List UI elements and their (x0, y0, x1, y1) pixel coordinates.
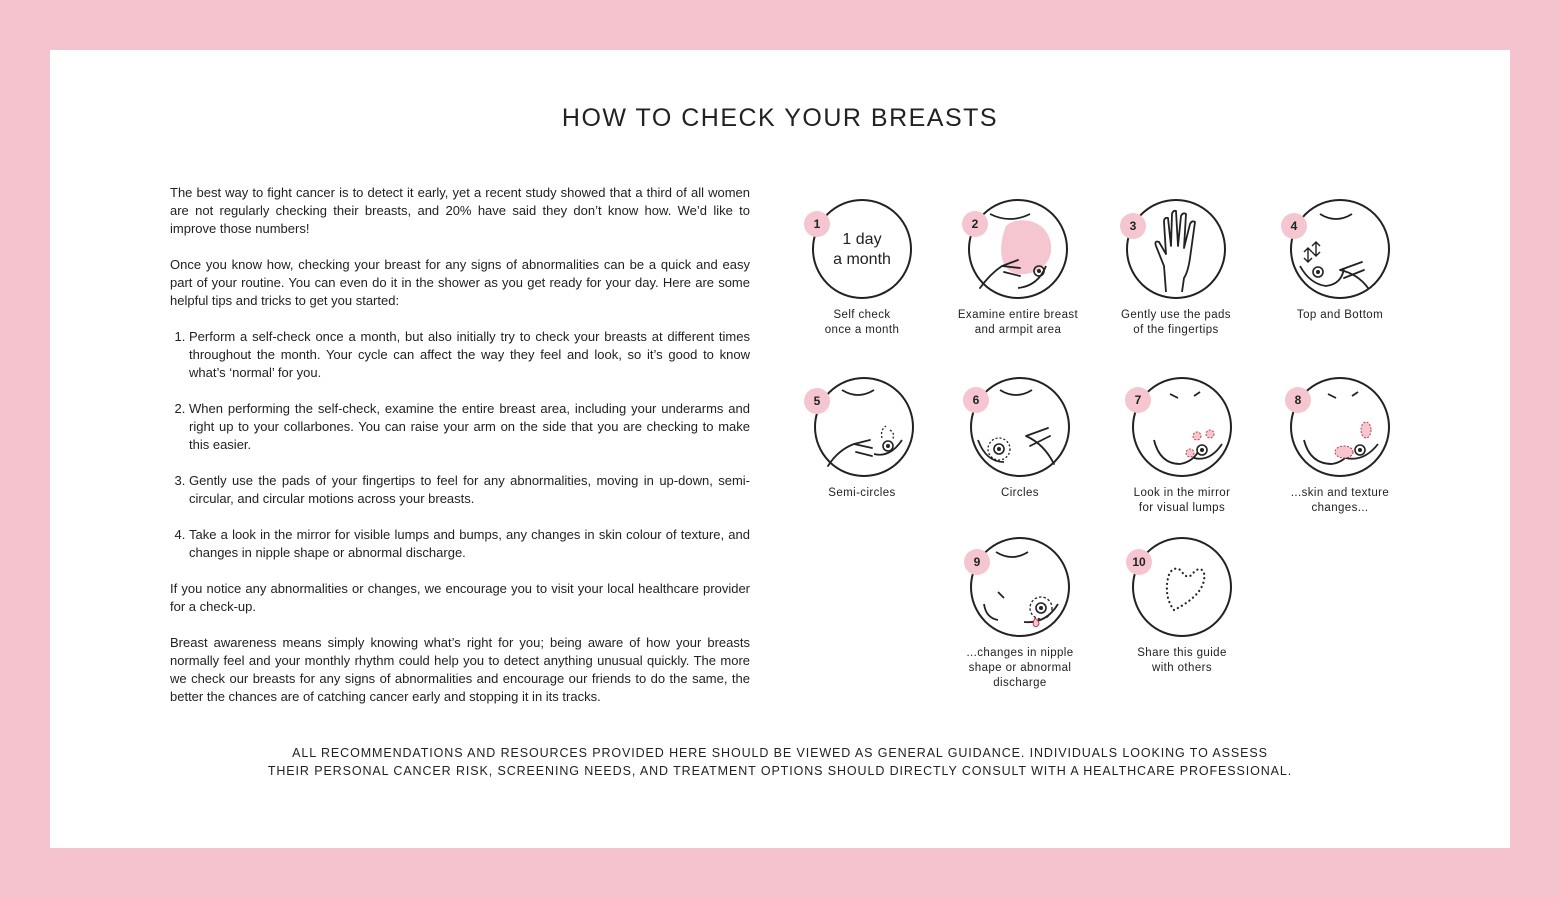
step-number: 9 (973, 555, 981, 569)
step-label: Semi-circles (828, 487, 896, 499)
step-number: 5 (813, 394, 821, 408)
step-label: Top and Bottom (1296, 309, 1384, 321)
step-number: 4 (1290, 219, 1298, 233)
disclaimer (0, 744, 1560, 780)
page-title: HOW TO CHECK YOUR BREASTS (561, 104, 999, 132)
calendar-text: 1 day (842, 231, 882, 248)
step-number: 3 (1129, 219, 1137, 233)
step-number: 10 (1132, 555, 1146, 569)
step-label: ...skin and texture changes... (1290, 487, 1390, 514)
disclaimer-line: THEIR PERSONAL CANCER RISK, SCREENING NEEDS, AND TREATMENT OPTIONS SHOULD DIRECTLY CONSULT WITH A HEALTHCARE PROFESSIONAL. (267, 764, 1293, 778)
intro-paragraph: Once you know how, checking your breast for any signs of abnormalities can be a quick and easy part of your routine. You can even do it in the shower as you get ready for your day. Here are some helpful tips and tricks to get you started: (170, 257, 750, 308)
list-item: 3. Gently use the pads of your fingertips to feel for any abnormalities, moving in up-down, semi-circular, and circular motions across your breasts. (189, 472, 750, 508)
step-label: Share this guide with others (1137, 647, 1227, 674)
disclaimer-line: ALL RECOMMENDATIONS AND RESOURCES PROVIDED HERE SHOULD BE VIEWED AS GENERAL GUIDANCE. INDIVIDUALS LOOKING TO ASSESS (292, 746, 1268, 760)
outro-paragraph: Breast awareness means simply knowing what’s right for you; being aware of how your breasts normally feel and your monthly rhythm could help you to detect anything unusual quickly. The more we check our breasts for any signs of abnormalities and encourage our friends to do the same, the better the chances are of catching cancer early and stopping it in its tracks. (170, 635, 750, 704)
step-number: 1 (813, 217, 821, 231)
step-label: Look in the mirror for visual lumps (1133, 487, 1231, 514)
up-down-motion-icon (1240, 196, 1440, 306)
step-number: 2 (971, 217, 979, 231)
list-item: 4. Take a look in the mirror for visible lumps and bumps, any changes in skin colour of texture, and changes in nipple shape or abnormal discharge. (189, 526, 750, 562)
outro-paragraph: If you notice any abnormalities or changes, we encourage you to visit your local healthcare provider for a check-up. (170, 581, 750, 614)
step-label: Self check once a month (824, 309, 900, 336)
step-label: Examine entire breast and armpit area (957, 309, 1079, 336)
step-label: Gently use the pads of the fingertips (1121, 309, 1231, 336)
calendar-text: a month (833, 251, 891, 268)
list-item: 2. When performing the self-check, examine the entire breast area, including your underarms and right up to your collarbones. You can raise your arm on the side that you are checking to make this easier. (189, 400, 750, 454)
step-number: 8 (1294, 393, 1302, 407)
intro-paragraph: The best way to fight cancer is to detect it early, yet a recent study showed that a third of all women are not regularly checking their breasts, and 20% have said they don’t know how. We’d like to improve those numbers! (170, 185, 750, 236)
heart-share-icon (1082, 534, 1282, 644)
skin-texture-icon (1240, 374, 1440, 484)
tips-list (170, 328, 750, 562)
step-number: 6 (972, 393, 980, 407)
article-body (170, 184, 750, 724)
step-label: ...changes in nipple shape or abnormal discharge (966, 647, 1074, 689)
step-label: Circles (1001, 487, 1039, 499)
list-item: 1. Perform a self-check once a month, but also initially try to check your breasts at different times throughout the month. Your cycle can affect the way they feel and look, so it’s good to know what’s ‘normal’ for you. (189, 328, 750, 382)
step-number: 7 (1134, 393, 1142, 407)
